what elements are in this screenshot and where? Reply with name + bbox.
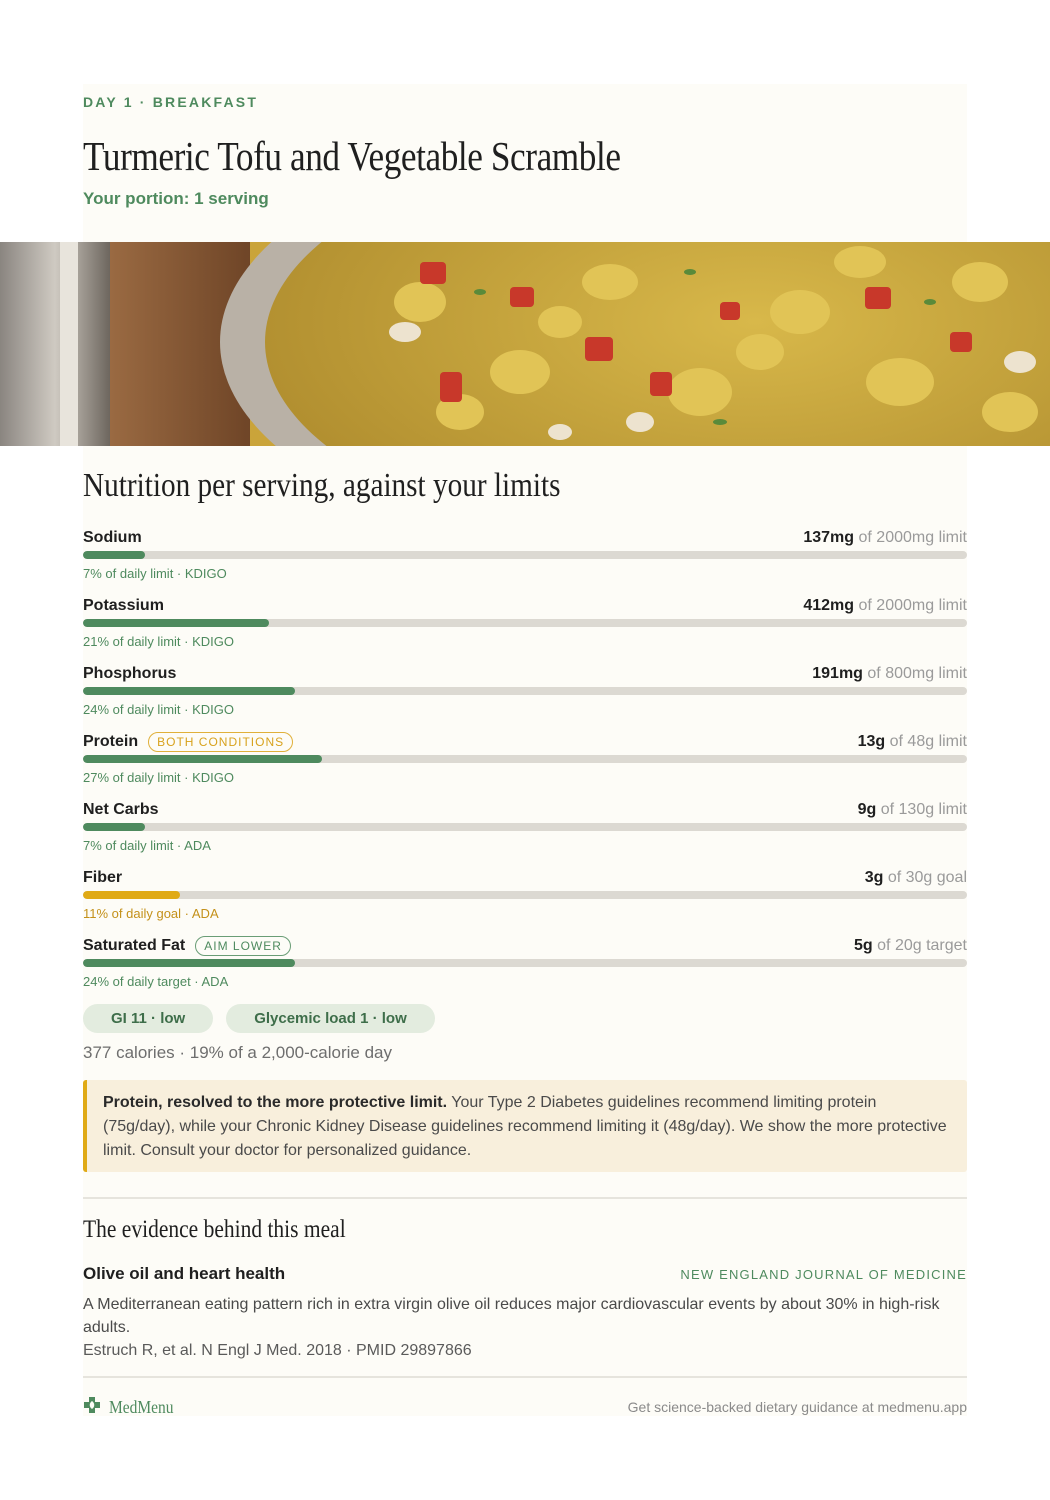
nutrient-amount: 13g	[857, 733, 886, 750]
nutrient-percent-note: 24% of daily target · ADA	[83, 974, 229, 989]
nutrient-progress-fill	[83, 551, 145, 559]
nutrient-progress-track	[83, 959, 967, 967]
nutrient-progress-fill	[83, 755, 322, 763]
nutrient-percent-note: 7% of daily limit · KDIGO	[83, 566, 227, 581]
nutrient-row-fiber	[83, 867, 967, 931]
evidence-citation: Estruch R, et al. N Engl J Med. 2018 · PMID 29897866	[83, 1342, 472, 1359]
protein-limit-callout	[83, 1080, 967, 1172]
nutrient-value	[812, 663, 967, 685]
nutrient-badge: BOTH CONDITIONS	[148, 732, 293, 752]
divider	[83, 1197, 967, 1199]
nutrient-value	[858, 799, 967, 821]
day-meal-label: DAY 1 · BREAKFAST	[83, 94, 259, 110]
nutrient-percent-note: 11% of daily goal · ADA	[83, 906, 219, 921]
callout-heading: Protein, resolved to the more protective limit.	[103, 1094, 448, 1111]
nutrient-label: Protein	[83, 733, 139, 750]
nutrient-limit: of 800mg limit	[862, 665, 967, 682]
nutrient-progress-fill	[83, 959, 295, 967]
nutrient-value	[854, 935, 967, 957]
nutrient-progress-fill	[83, 687, 295, 695]
nutrient-label: Phosphorus	[83, 665, 177, 682]
evidence-headline: Olive oil and heart health	[83, 1264, 286, 1283]
portion-size: Your portion: 1 serving	[83, 189, 269, 208]
nutrient-label: Potassium	[83, 597, 164, 614]
nutrient-value	[865, 867, 967, 889]
nutrient-label: Fiber	[83, 869, 123, 886]
medical-cross-leaf-icon	[83, 1396, 101, 1419]
nutrient-progress-track	[83, 687, 967, 695]
nutrient-percent-note: 7% of daily limit · ADA	[83, 838, 211, 853]
nutrient-name	[83, 935, 291, 957]
nutrient-amount: 9g	[857, 801, 877, 818]
nutrient-limit: of 2000mg limit	[854, 597, 967, 614]
evidence-summary: A Mediterranean eating pattern rich in extra virgin olive oil reduces major cardiovascular events by about 30% in high-risk adults.	[83, 1296, 940, 1336]
evidence-source: NEW ENGLAND JOURNAL OF MEDICINE	[680, 1267, 967, 1282]
nutrient-progress-fill	[83, 823, 145, 831]
nutrient-row-protein	[83, 731, 967, 795]
nutrient-name	[83, 527, 142, 549]
nutrient-progress-track	[83, 619, 967, 627]
glycemic-load-pill: Glycemic load 1 · low	[226, 1004, 435, 1033]
nutrient-value	[858, 731, 967, 753]
nutrient-amount: 137mg	[803, 529, 855, 546]
nutrient-row-phosphorus	[83, 663, 967, 727]
brand-logo[interactable]	[83, 1396, 184, 1419]
nutrient-value	[803, 595, 967, 617]
nutrient-row-sodium	[83, 527, 967, 591]
nutrient-percent-note: 21% of daily limit · KDIGO	[83, 634, 234, 649]
glycemic-pills	[83, 1004, 435, 1033]
nutrient-limit: of 20g target	[872, 937, 967, 954]
nutrient-progress-track	[83, 823, 967, 831]
nutrient-limit: of 30g goal	[883, 869, 967, 886]
nutrient-progress-fill	[83, 619, 269, 627]
nutrient-percent-note: 27% of daily limit · KDIGO	[83, 770, 234, 785]
nutrient-progress-fill	[83, 891, 180, 899]
glycemic-index-pill: GI 11 · low	[83, 1004, 213, 1033]
nutrient-badge: AIM LOWER	[195, 936, 291, 956]
footer-divider	[83, 1376, 967, 1378]
nutrient-progress-track	[83, 551, 967, 559]
callout-text: Your Type 2 Diabetes guidelines recommend limiting protein (75g/day), while your Chronic Kidney Disease guidelines recommend limiting it (48g/day). We show the more protective limit. Consult your doctor for personalized guidance.	[103, 1094, 947, 1159]
nutrient-progress-track	[83, 755, 967, 763]
recipe-title: Turmeric Tofu and Vegetable Scramble	[83, 133, 621, 179]
nutrient-percent-note: 24% of daily limit · KDIGO	[83, 702, 234, 717]
recipe-photo	[0, 242, 1050, 446]
nutrient-limit: of 2000mg limit	[854, 529, 967, 546]
nutrient-amount: 412mg	[803, 597, 855, 614]
nutrient-row-potassium	[83, 595, 967, 659]
nutrition-section-title: Nutrition per serving, against your limits	[83, 467, 561, 504]
nutrient-amount: 191mg	[812, 665, 863, 682]
nutrient-label: Net Carbs	[83, 801, 159, 818]
nutrient-label: Sodium	[83, 529, 142, 546]
nutrient-progress-track	[83, 891, 967, 899]
nutrient-name	[83, 799, 159, 821]
nutrient-name	[83, 731, 293, 753]
footer-tagline[interactable]: Get science-backed dietary guidance at medmenu.app	[627, 1399, 967, 1415]
nutrient-name	[83, 663, 176, 685]
nutrient-amount: 3g	[864, 869, 884, 886]
brand-name: MedMenu	[109, 1397, 174, 1417]
nutrient-name	[83, 595, 164, 617]
evidence-section-title: The evidence behind this meal	[83, 1216, 346, 1243]
calorie-summary: 377 calories · 19% of a 2,000-calorie day	[83, 1043, 393, 1062]
nutrient-name	[83, 867, 122, 889]
nutrient-value	[803, 527, 967, 549]
nutrient-limit: of 130g limit	[876, 801, 967, 818]
nutrient-amount: 5g	[854, 937, 873, 954]
nutrient-label: Saturated Fat	[83, 937, 186, 954]
nutrient-limit: of 48g limit	[885, 733, 967, 750]
nutrient-row-net-carbs	[83, 799, 967, 863]
nutrient-row-saturated-fat	[83, 935, 967, 999]
